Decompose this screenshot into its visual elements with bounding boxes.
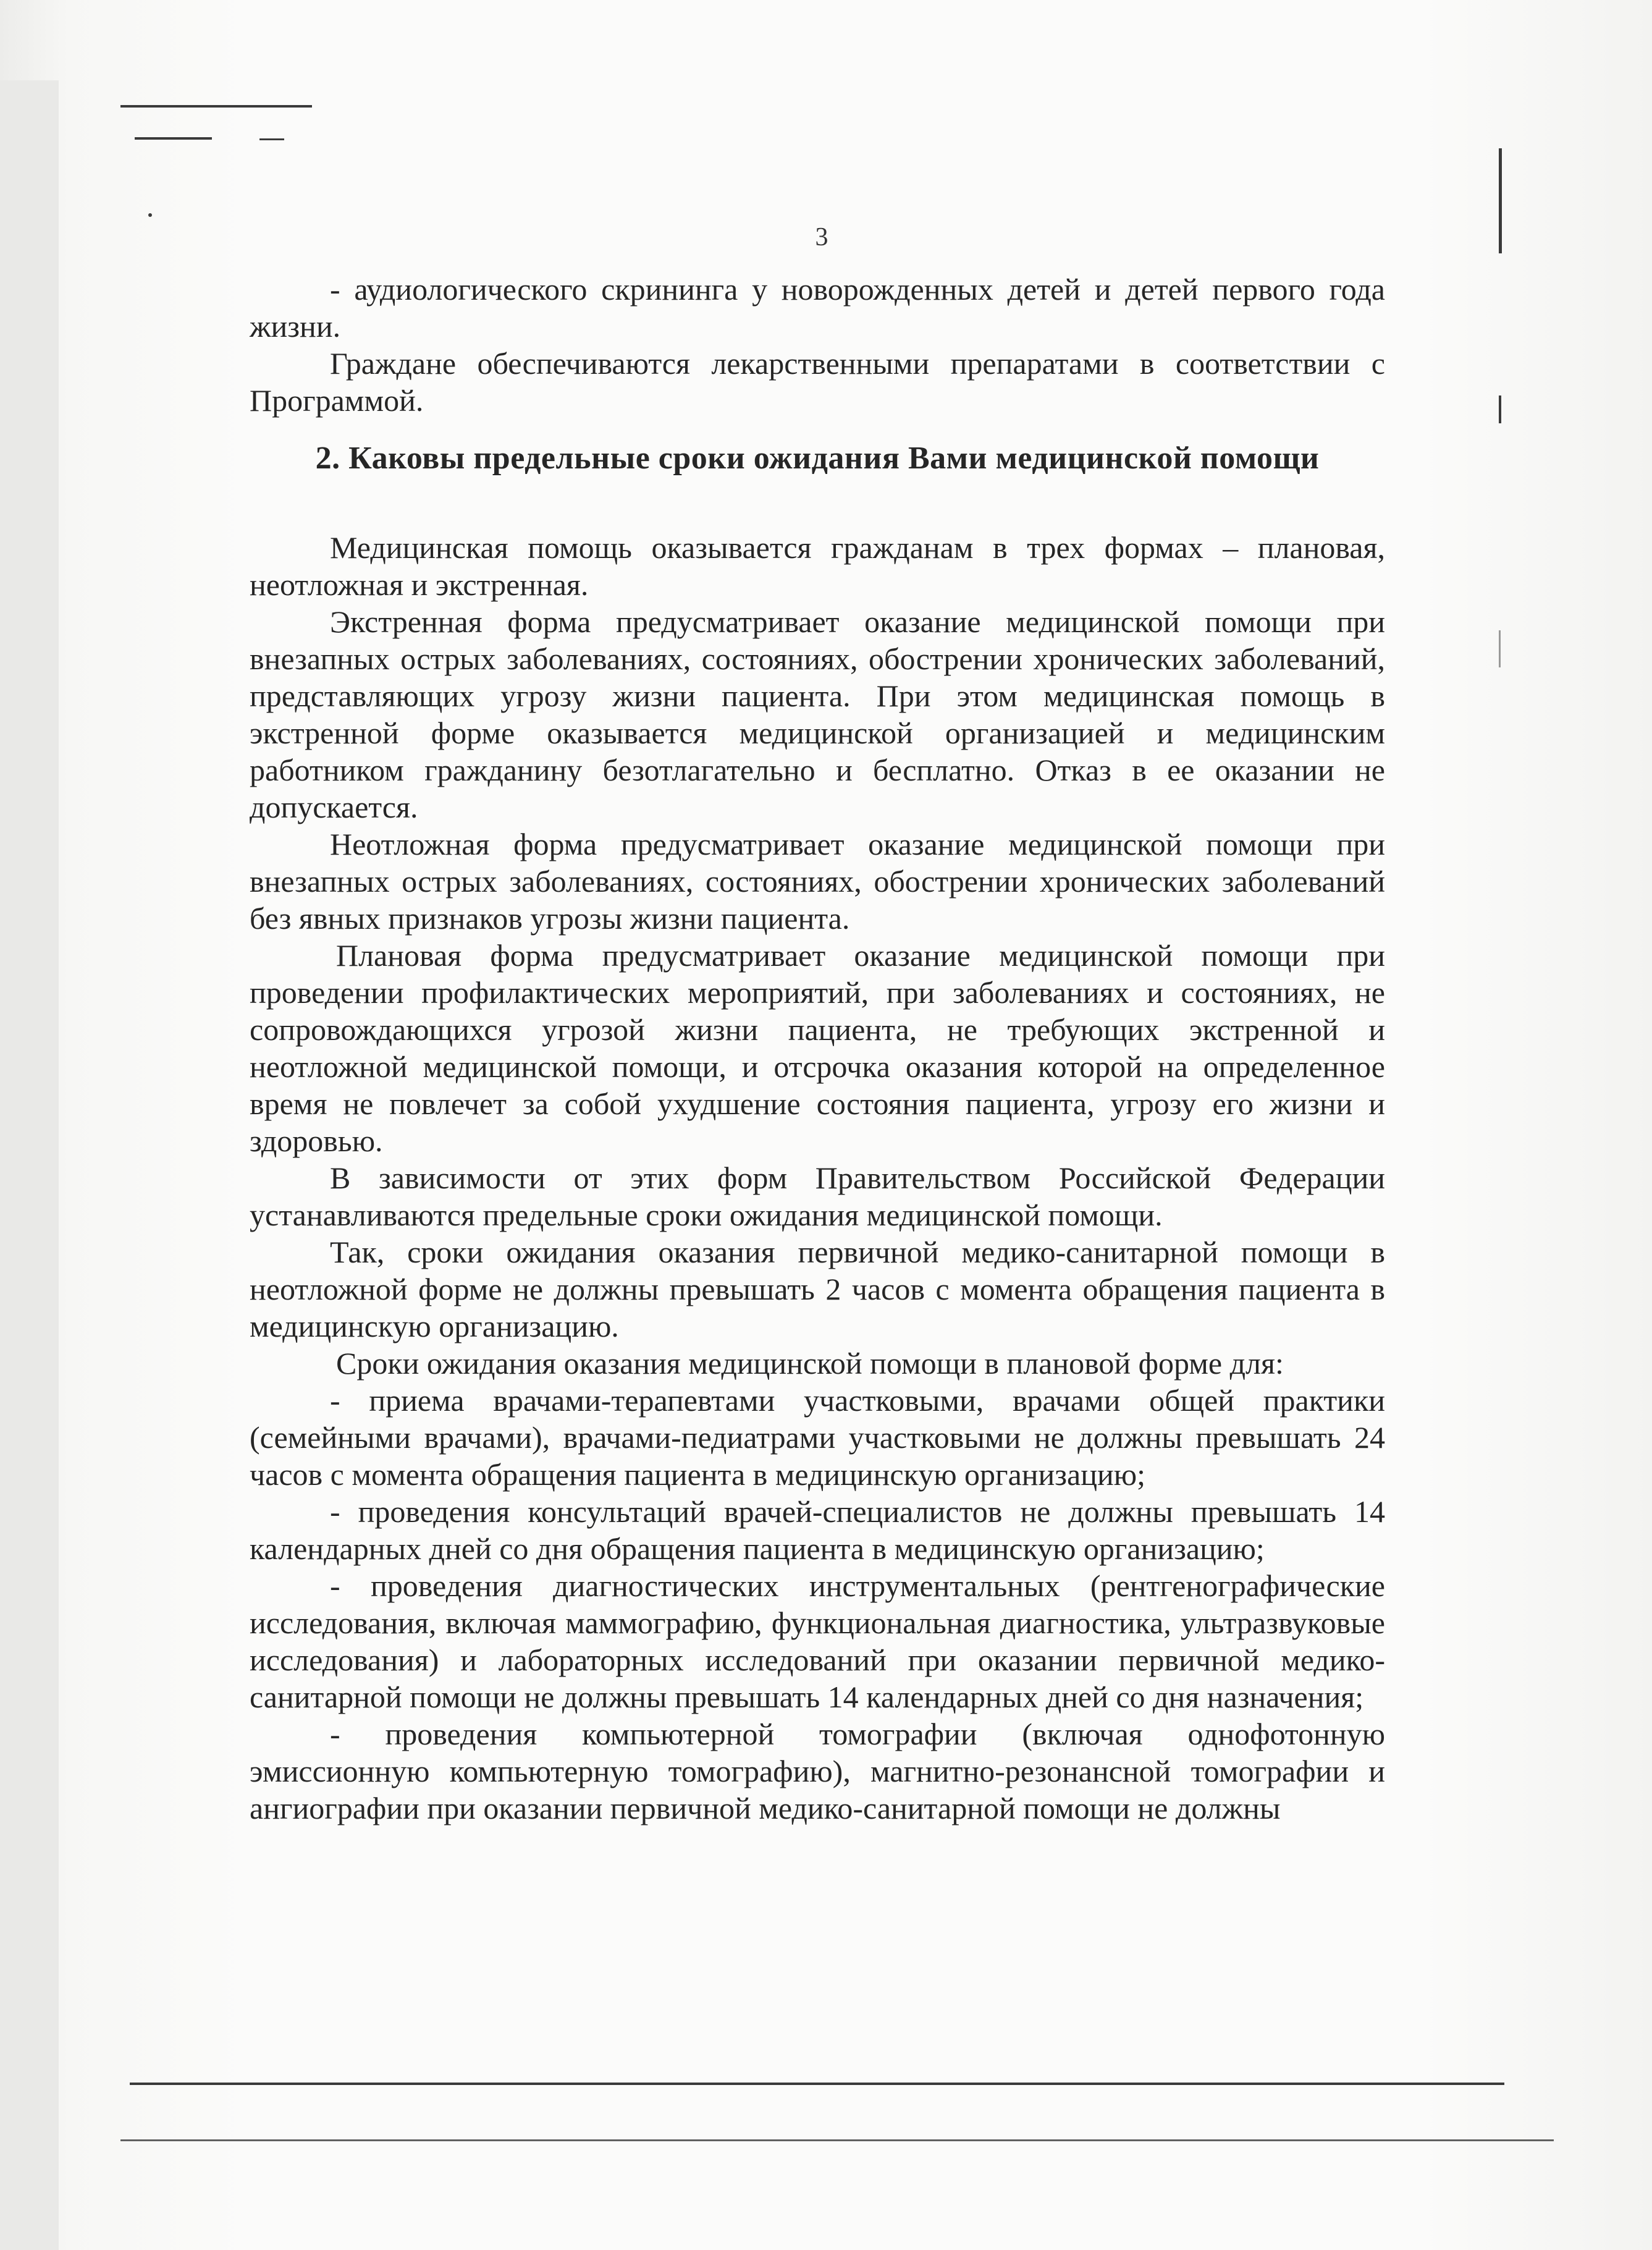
list-item-consultations: - проведения консультаций врачей-специалистов не должны превышать 14 календарных дней со дня обращения пациента в медицинскую организацию;: [250, 1494, 1385, 1566]
scan-mark-top-left-short: [135, 137, 212, 140]
scan-mark-dash: [259, 138, 284, 140]
document-body: [250, 271, 1385, 1827]
scan-line-bottom: [130, 2083, 1504, 2085]
paragraph-planned: Плановая форма предусматривает оказание медицинской помощи при проведении профилактических мероприятий, при заболеваниях и состояниях, не сопровождающихся угрозой жизни пациента, не требующих экстренной и неотложной медицинской помощи, и отсрочка оказания которой на определенное время не повлечет за собой ухудшение состояния пациента, угрозу его жизни и здоровью.: [250, 938, 1385, 1158]
section-heading: 2. Каковы предельные сроки ожидания Вами медицинской помощи: [315, 441, 1320, 476]
paragraph-emergency: Экстренная форма предусматривает оказание медицинской помощи при внезапных острых заболеваниях, состояниях, обострении хронических заболеваний, представляющих угрозу жизни пациента. При этом медицинская помощь в экстренной форме оказывается медицинской организацией и медицинским работником гражданину безотлагательно и бесплатно. Отказ в ее оказании не допускается.: [250, 604, 1385, 824]
paragraph-planned-deadlines-intro: Сроки ожидания оказания медицинской помощи в плановой форме для:: [336, 1346, 1284, 1381]
list-item-tomography: - проведения компьютерной томографии (включая однофотонную эмиссионную компьютерную томографию), магнитно-резонансной томографии и ангиографии при оказании первичной медико-санитарной помощи не должны: [250, 1717, 1385, 1825]
page-number: 3: [815, 223, 828, 252]
paragraph-deadlines: В зависимости от этих форм Правительством Российской Федерации устанавливаются предельные сроки ожидания медицинской помощи.: [250, 1161, 1385, 1232]
scan-mark-right-edge: [1499, 148, 1502, 253]
paragraph-urgent-deadline: Так, сроки ожидания оказания первичной медико-санитарной помощи в неотложной форме не должны превышать 2 часов с момента обращения пациента в медицинскую организацию.: [250, 1235, 1385, 1343]
scan-mark-top-left: [120, 105, 312, 108]
scan-mark-right-edge-lower: [1499, 395, 1501, 423]
list-item-diagnostics: - проведения диагностических инструментальных (рентгенографические исследования, включая маммографию, функциональная диагностика, ультразвуковые исследования) и лабораторных исследований при оказании первичной медико-санитарной помощи не должны превышать 14 календарных дней со дня назначения;: [250, 1568, 1385, 1714]
list-item-therapists: - приема врачами-терапевтами участковыми, врачами общей практики (семейными врачами), врачами-педиатрами участковыми не должны превышать 24 часов с момента обращения пациента в медицинскую организацию;: [250, 1383, 1385, 1492]
scan-edge-shadow: [0, 80, 59, 2250]
scan-mark-dot: [148, 213, 152, 217]
scan-mark-right-edge-dots: [1499, 630, 1501, 667]
paragraph-screening: - аудиологического скрининга у новорожденных детей и детей первого года жизни.: [250, 272, 1385, 344]
scan-line-bottom-lower: [120, 2139, 1554, 2141]
paragraph-forms: Медицинская помощь оказывается гражданам в трех формах – плановая, неотложная и экстренная.: [250, 530, 1385, 602]
paragraph-medications: Граждане обеспечиваются лекарственными препаратами в соответствии с Программой.: [250, 346, 1385, 418]
paragraph-urgent: Неотложная форма предусматривает оказание медицинской помощи при внезапных острых заболеваниях, состояниях, обострении хронических заболеваний без явных признаков угрозы жизни пациента.: [250, 827, 1385, 936]
